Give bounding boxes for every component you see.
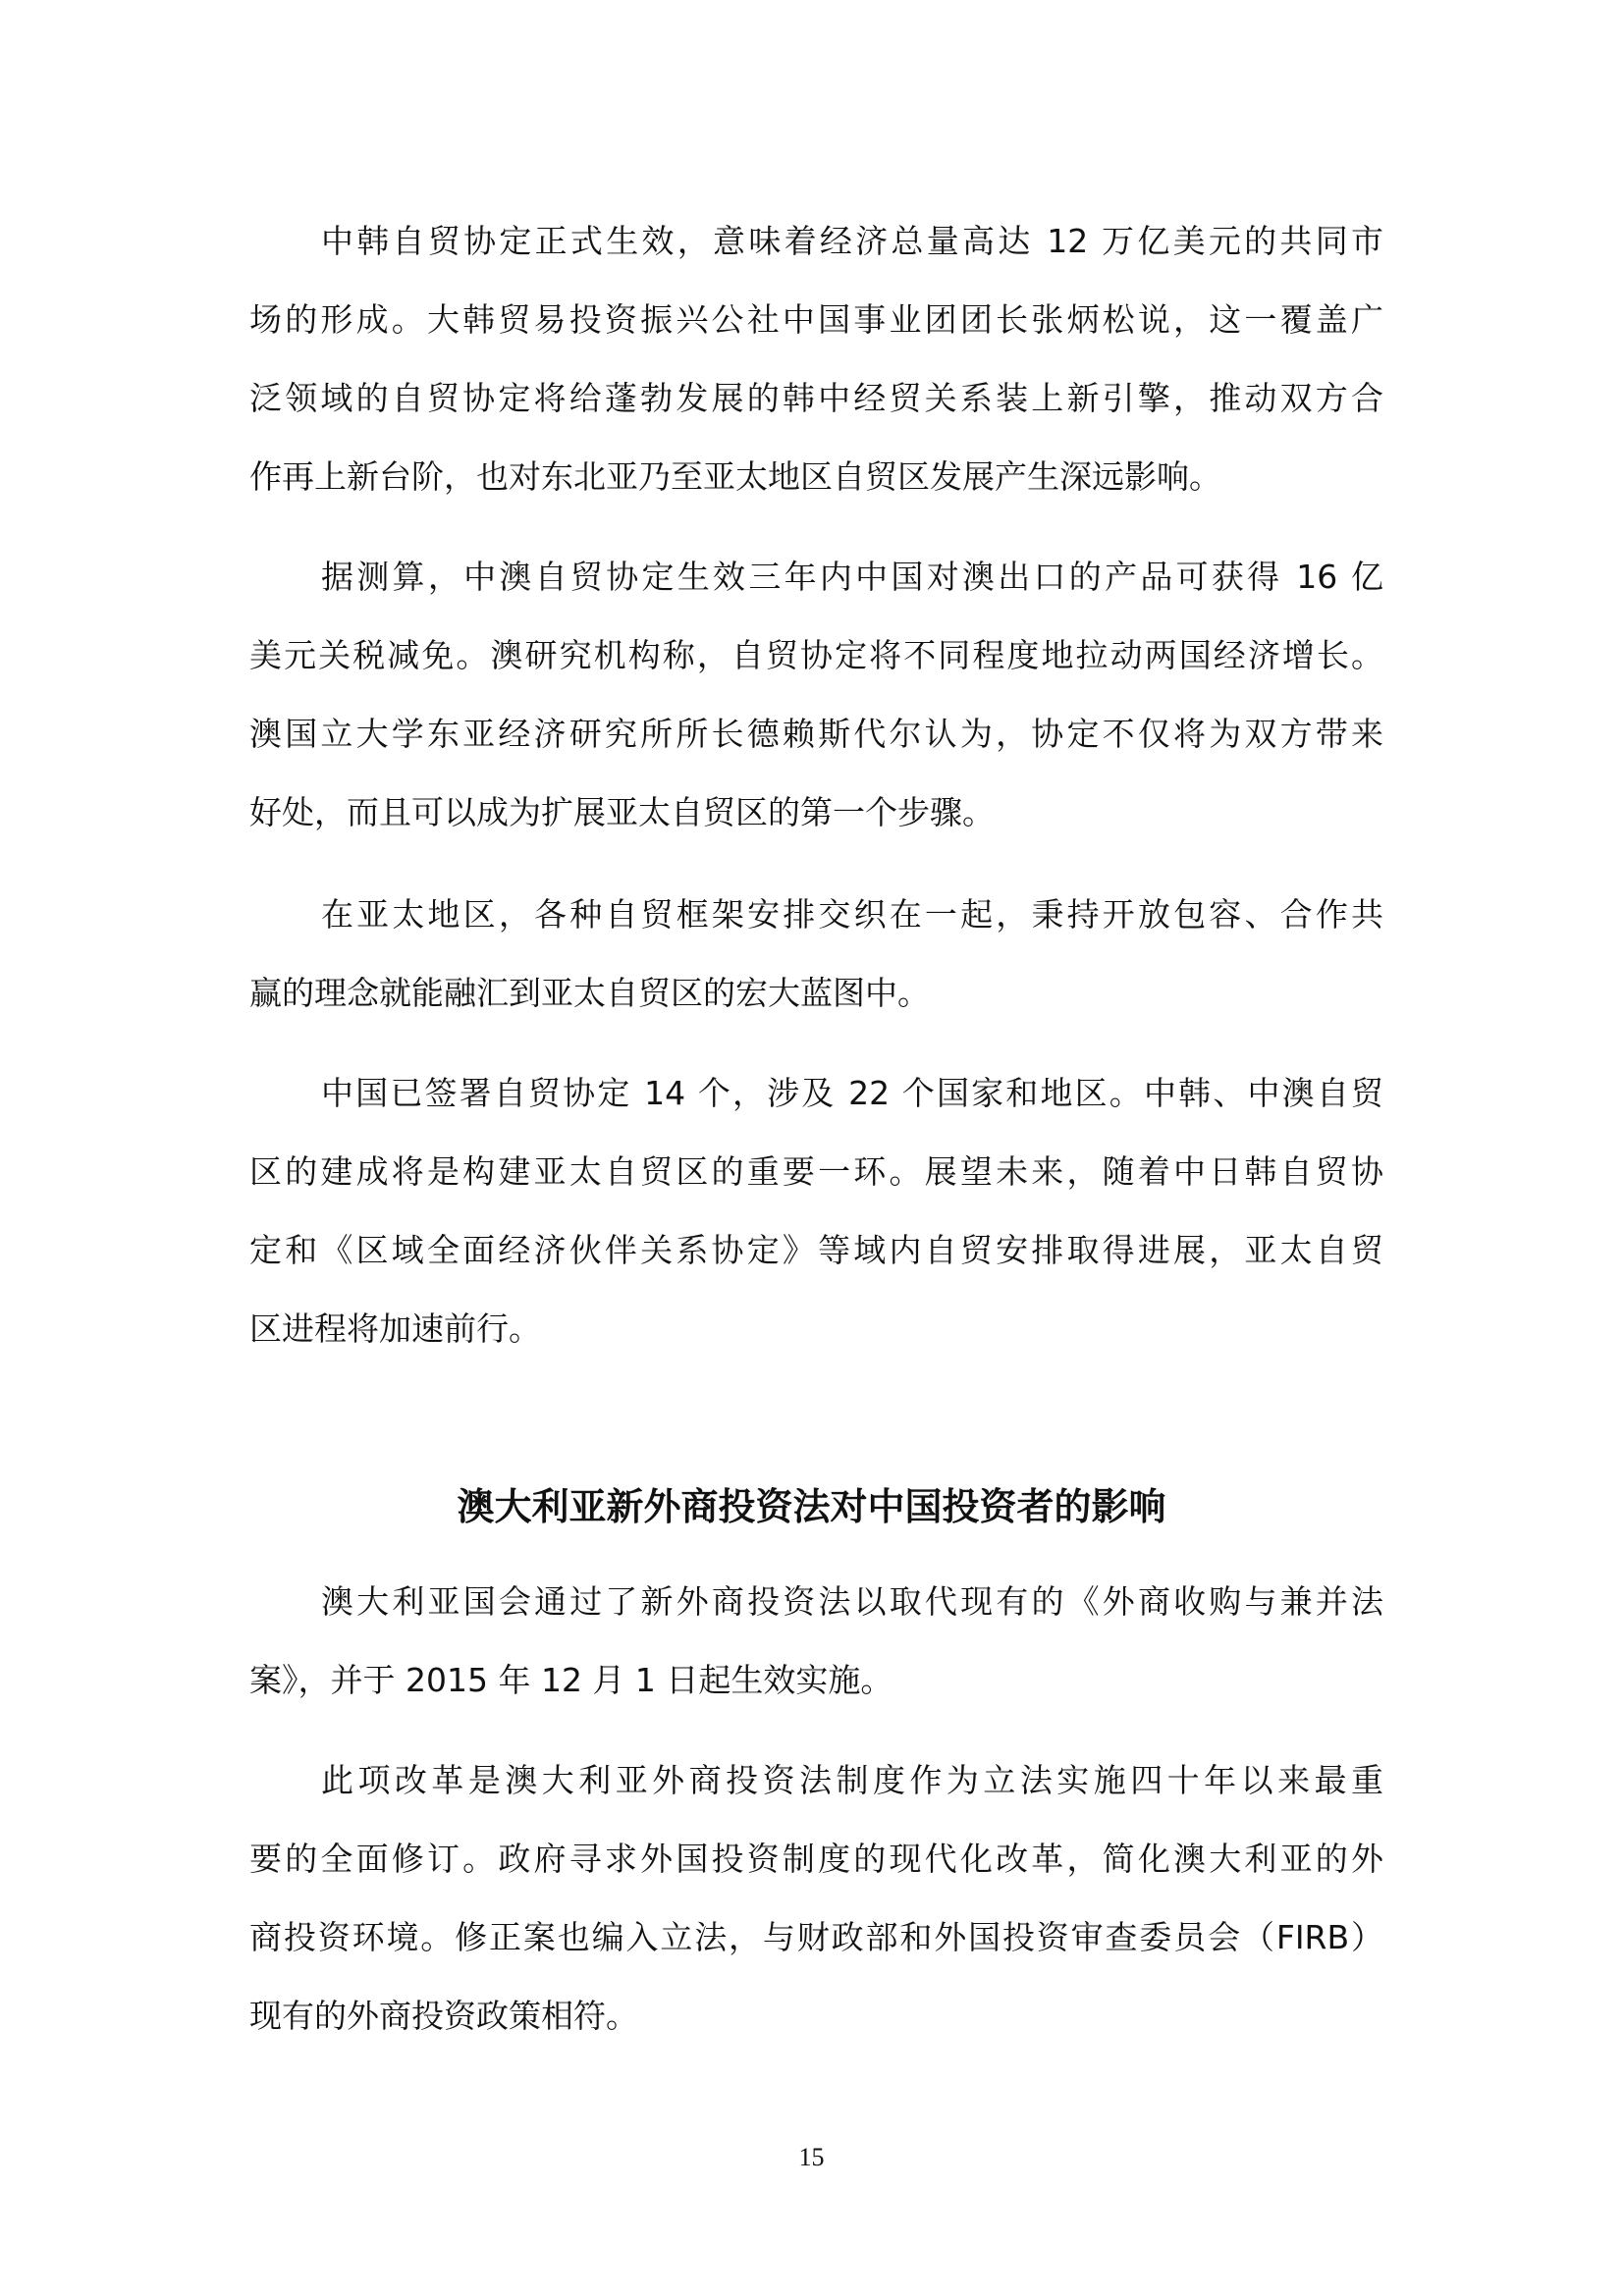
paragraph-line: 美元关税减免。澳研究机构称，自贸协定将不同程度地拉动两国经济增长。: [249, 636, 1383, 674]
paragraph-line: 作再上新台阶，也对东北亚乃至亚太地区自贸区发展产生深远影响。: [249, 457, 1221, 496]
paragraph-line: 现有的外商投资政策相符。: [249, 1997, 638, 2035]
paragraph-line: 商投资环境。修正案也编入立法，与财政部和外国投资审查委员会（FIRB）: [249, 1918, 1383, 1956]
paragraph-line: 此项改革是澳大利亚外商投资法制度作为立法实施四十年以来最重: [321, 1761, 1383, 1799]
paragraph-line: 要的全面修订。政府寻求外国投资制度的现代化改革，简化澳大利亚的外: [249, 1840, 1383, 1878]
paragraph-line: 定和《区域全面经济伙伴关系协定》等域内自贸安排取得进展，亚太自贸: [249, 1231, 1383, 1269]
paragraph-line: 泛领域的自贸协定将给蓬勃发展的韩中经贸关系装上新引擎，推动双方合: [249, 379, 1383, 417]
paragraph-line: 区进程将加速前行。: [249, 1309, 541, 1348]
paragraph-line: 场的形成。大韩贸易投资振兴公社中国事业团团长张炳松说，这一覆盖广: [249, 300, 1383, 339]
paragraph-line: 区的建成将是构建亚太自贸区的重要一环。展望未来，随着中日韩自贸协: [249, 1152, 1383, 1191]
paragraph-line: 中韩自贸协定正式生效，意味着经济总量高达 12 万亿美元的共同市: [321, 222, 1383, 260]
section-heading: 澳大利亚新外商投资法对中国投资者的影响: [457, 1485, 1166, 1528]
page-number: 15: [798, 2143, 825, 2171]
paragraph-line: 中国已签署自贸协定 14 个，涉及 22 个国家和地区。中韩、中澳自贸: [321, 1074, 1383, 1112]
paragraph-line: 案》，并于 2015 年 12 月 1 日起生效实施。: [249, 1661, 893, 1699]
paragraph-line: 澳大利亚国会通过了新外商投资法以取代现有的《外商收购与兼并法: [321, 1582, 1383, 1621]
paragraph-line: 澳国立大学东亚经济研究所所长德赖斯代尔认为，协定不仅将为双方带来: [249, 715, 1383, 753]
paragraph-line: 在亚太地区，各种自贸框架安排交织在一起，秉持开放包容、合作共: [321, 895, 1383, 934]
paragraph-line: 好处，而且可以成为扩展亚太自贸区的第一个步骤。: [249, 793, 995, 831]
paragraph-line: 据测算，中澳自贸协定生效三年内中国对澳出口的产品可获得 16 亿: [321, 558, 1383, 596]
paragraph-line: 赢的理念就能融汇到亚太自贸区的宏大蓝图中。: [249, 974, 930, 1012]
